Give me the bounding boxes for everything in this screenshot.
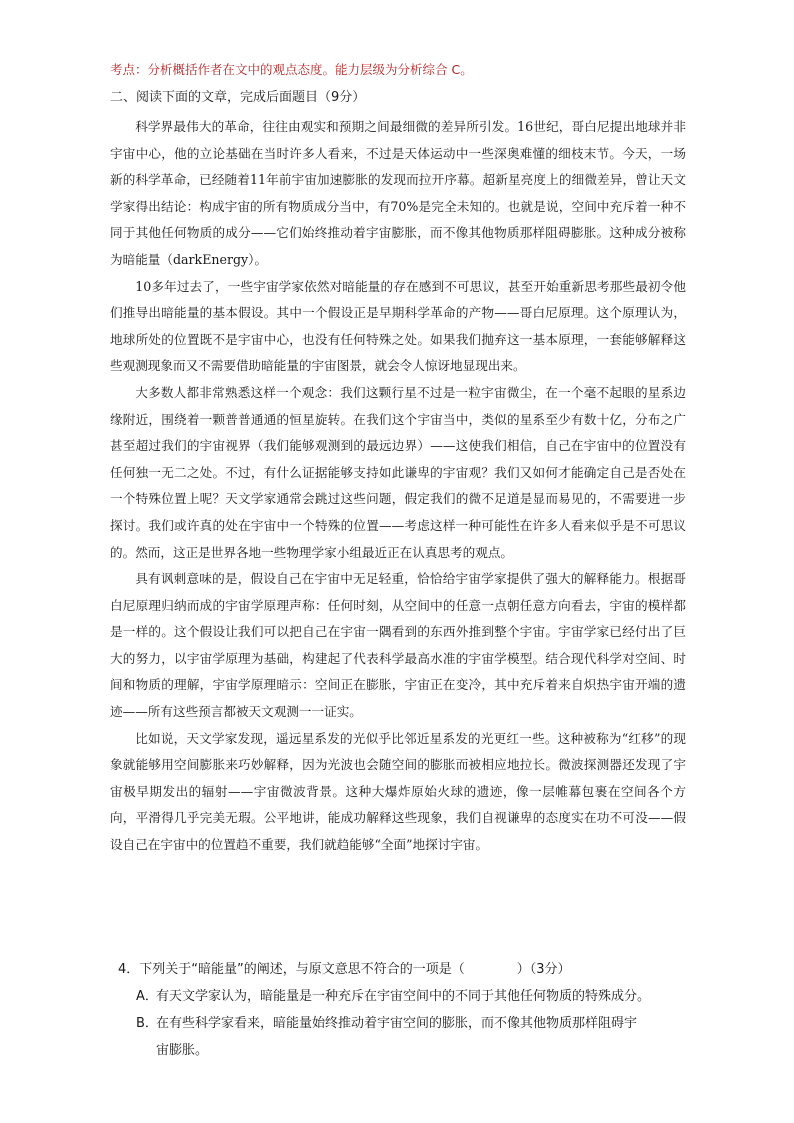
paragraph: 比如说，天文学家发现，遥远星系发的光似乎比邻近星系发的光更红一些。这种被称为“红移”的现象就能够用空间膨胀来巧妙解释，因为光波也会随空间的膨胀而被相应地拉长。微波探测器还发现了宇宙极早期发出的辐射——宇宙微波背景。这种大爆炸原始火球的遗迹，像一层帷幕包裹在空间各个方向，平滑得几乎完美无瑕。公平地讲，能成功解释这些现象，我们自视谦卑的态度实在功不可没——假设自己在宇宙中的位置趋不重要，我们就趋能够“全面”地探讨宇宙。 <box>110 730 686 853</box>
option-text: 有天文学家认为，暗能量是一种充斥在宇宙空间中的不同于其他任何物质的特殊成分。 <box>156 989 651 1004</box>
option-a <box>118 983 698 1010</box>
exam-point-note: 考点：分析概括作者在文中的观点态度。能力层级为分析综合 C。 <box>110 62 473 77</box>
paragraph: 10多年过去了，一些宇宙学家依然对暗能量的存在感到不可思议，甚至开始重新思考那些最初令他们推导出暗能量的基本假设。其中一个假设正是早期科学革命的产物——哥白尼原理。这个原理认为，地球所处的位置既不是宇宙中心，也没有任何特殊之处。如果我们抛弃这一基本原理，一套能够解释这些观测现象而又不需要借助暗能量的宇宙图景，就会令人惊讶地显现出来。 <box>110 278 686 374</box>
question-stem <box>118 956 698 983</box>
paragraph: 大多数人都非常熟悉这样一个观念：我们这颗行星不过是一粒宇宙微尘，在一个毫不起眼的星系边缘附近，围绕着一颗普普通通的恒星旋转。在我们这个宇宙当中，类似的星系至少有数十亿，分布之广甚至超过我们的宇宙视界（我们能够观测到的最远边界）——这使我们相信，自己在宇宙中的位置没有任何独一无二之处。不过，有什么证据能够支持如此谦卑的宇宙观？我们又如何才能确定自己是否处在一个特殊位置上呢？天文学家通常会跳过这些问题，假定我们的微不足道是显而易见的，不需要进一步探讨。我们或许真的处在宇宙中一个特殊的位置——考虑这样一种可能性在许多人看来似乎是不可思议的。然而，这正是世界各地一些物理学家小组最近正在认真思考的观点。 <box>110 384 686 560</box>
option-text-continued: 宙膨胀。 <box>156 1043 209 1058</box>
option-label: A． <box>136 989 158 1004</box>
paragraph: 科学界最伟大的革命，往往由观实和预期之间最细微的差异所引发。16世纪，哥白尼提出地球并非宇宙中心，他的立论基础在当时许多人看来，不过是天体运动中一些深奥难懂的细枝末节。今天，一场新的科学革命，已经随着11年前宇宙加速膨胀的发现而拉开序幕。超新星亮度上的细微差异，曾让天文学家得出结论：构成宇宙的所有物质成分当中，有70%是完全未知的。也就是说，空间中充斥着一种不同于其他任何物质的成分——它们始终推动着宇宙膨胀，而不像其他物质那样阻碍膨胀。这种成分被称为暗能量（darkEnergy）。 <box>110 119 686 267</box>
section-heading: 二、阅读下面的文章，完成后面题目（9分） <box>110 90 366 105</box>
option-b <box>118 1010 698 1064</box>
question-4 <box>118 956 698 1064</box>
reading-passage <box>110 114 686 859</box>
option-text: 在有些科学家看来，暗能量始终推动着宇宙空间的膨胀，而不像其他物质那样阻碍宇 <box>156 1016 638 1031</box>
question-stem-text: 4．下列关于“暗能量”的阐述，与原文意思不符合的一项是（ <box>118 962 465 977</box>
option-label: B． <box>136 1016 158 1031</box>
paragraph: 具有讽刺意味的是，假设自己在宇宙中无足轻重，恰恰给宇宙学家提供了强大的解释能力。根据哥白尼原理归纳而成的宇宙学原理声称：任何时刻，从空间中的任意一点朝任意方向看去，宇宙的模样都是一样的。这个假设让我们可以把自己在宇宙一隅看到的东西外推到整个宇宙。宇宙学家已经付出了巨大的努力，以宇宙学原理为基础，构建起了代表科学最高水准的宇宙学模型。结合现代科学对空间、时间和物质的理解，宇宙学原理暗示：空间正在膨胀，宇宙正在变冷，其中充斥着来自炽热宇宙开端的遗迹——所有这些预言都被天文观测一一证实。 <box>110 571 686 720</box>
question-points: ）（3分） <box>516 962 571 977</box>
